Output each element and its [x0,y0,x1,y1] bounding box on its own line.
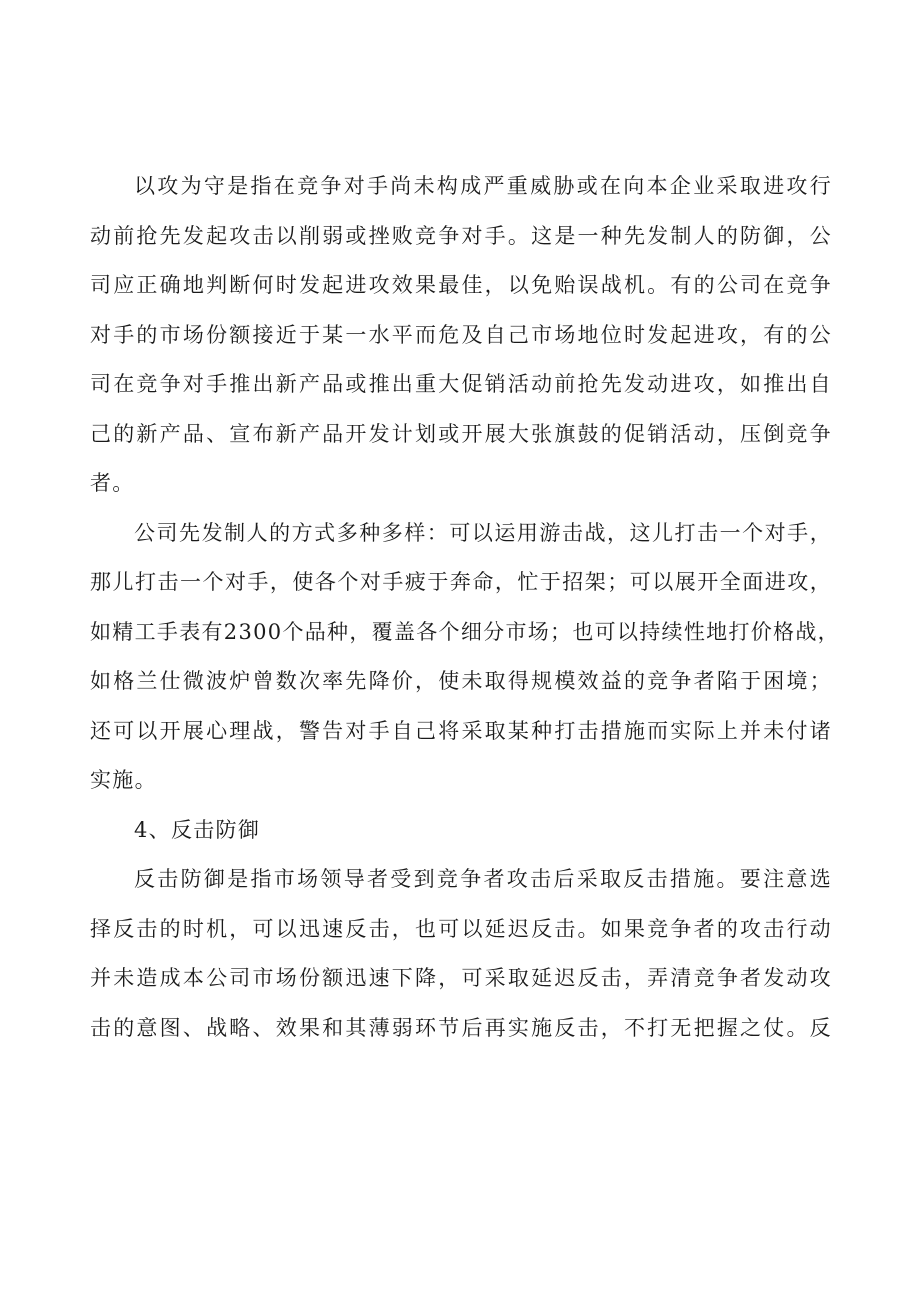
text-line: 公司先发制人的方式多种多样：可以运用游击战，这儿打击一个对手， [134,520,832,545]
text-line: 如格兰仕微波炉曾数次率先降价，使未取得规模效益的竞争者陷于困境； [90,669,832,693]
paragraph-offensive-defense [90,162,832,509]
text-line: 动前抢先发起攻击以削弱或挫败竞争对手。这是一种先发制人的防御，公 [90,223,832,248]
text-line: 以攻为守是指在竞争对手尚未构成严重威胁或在向本企业采取进攻行 [134,174,832,198]
text-line: 并未造成本公司市场份额迅速下降，可采取延迟反击，弄清竞争者发动攻 [90,966,832,990]
text-line: 还可以开展心理战，警告对手自己将采取某种打击措施而实际上并未付诸 [90,718,832,743]
text-line: 对手的市场份额接近于某一水平而危及自己市场地位时发起进攻，有的公 [90,322,832,347]
text-line: 司在竞争对手推出新产品或推出重大促销活动前抢先发动进攻，如推出自 [90,372,832,396]
text-line: 击的意图、战略、效果和其薄弱环节后再实施反击，不打无把握之仗。反 [90,1015,832,1040]
text-line: 反击防御是指市场领导者受到竞争者攻击后采取反击措施。要注意选 [134,867,832,891]
text-line: 那儿打击一个对手，使各个对手疲于奔命，忙于招架；可以展开全面进攻， [90,570,832,594]
document-body [90,162,840,1053]
text-line: 择反击的时机，可以迅速反击，也可以延迟反击。如果竞争者的攻击行动 [90,916,832,941]
section-heading [90,806,832,856]
heading-text: 4、反击防御 [134,817,261,842]
paragraph-counterattack-defense [90,855,832,1053]
text-line: 如精工手表有2300个品种，覆盖各个细分市场；也可以持续性地打价格战， [90,619,840,644]
text-line: 己的新产品、宣布新产品开发计划或开展大张旗鼓的促销活动，压倒竞争 [90,421,832,446]
paragraph-preemptive-methods [90,509,840,806]
text-line: 者。 [90,471,135,495]
text-line: 司应正确地判断何时发起进攻效果最佳，以免贻误战机。有的公司在竞争 [90,273,832,297]
text-line: 实施。 [90,768,157,792]
